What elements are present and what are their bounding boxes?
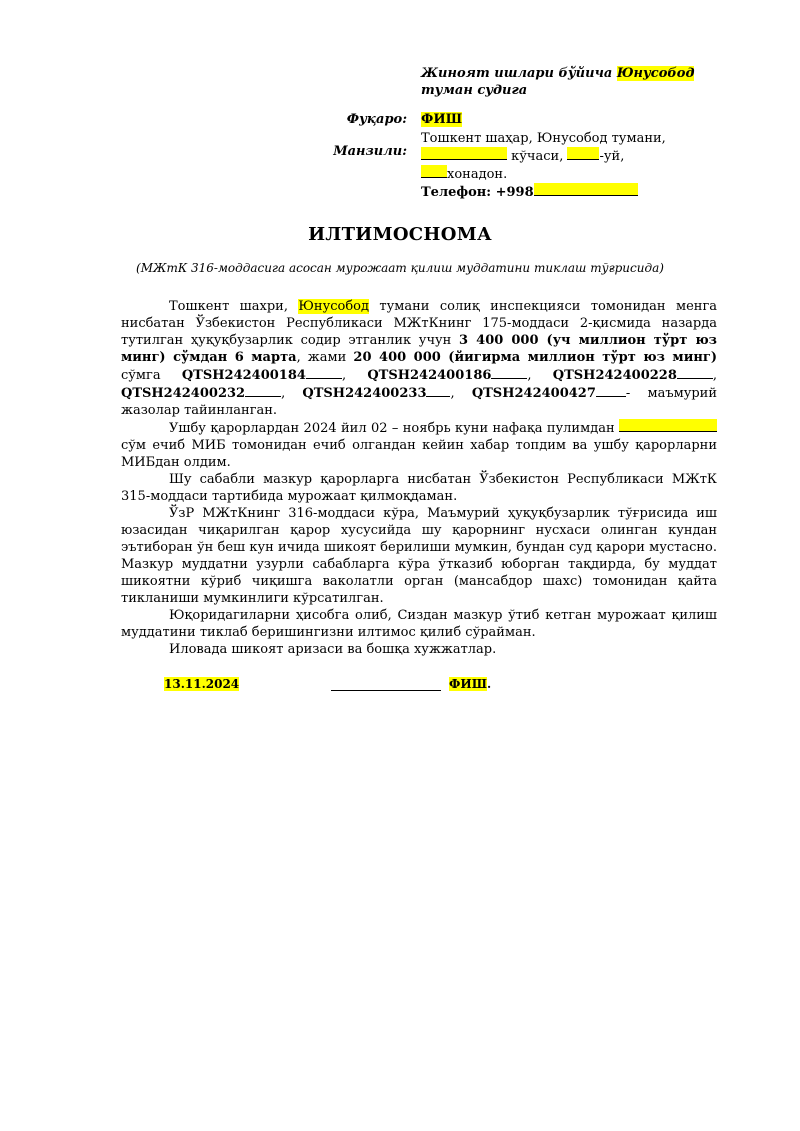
citizen-name-value: ФИШ — [421, 112, 463, 127]
address-line1: Тошкент шаҳар, Юнусобод тумани, — [421, 131, 666, 146]
signature-line — [331, 676, 441, 691]
apartment-blank — [421, 165, 447, 178]
court-district: Юнусобод — [616, 66, 695, 81]
signature-name-suffix: . — [486, 677, 492, 691]
document-body — [121, 298, 717, 658]
phone-label: Телефон: +998 — [421, 185, 534, 200]
code-blank — [491, 366, 527, 379]
p1-district: Юнусобод — [298, 299, 369, 314]
paragraph-5: Юқоридагиларни ҳисобга олиб, Сиздан мазкур ўтиб кетган мурожаат қилиш муддатини тиклаб беришингизни илтимос қилиб сўрайман. — [121, 608, 717, 640]
p1-sum1: 3 400 000 (уч миллион тўрт юз минг) сўмдан 6 марта — [121, 333, 717, 365]
paragraph-1: Тошкент шахри, Юнусобод тумани солиқ инспекцияси томонидан менга нисбатан Ўзбекистон Республикаси МЖтКнинг 175-моддаси 2-қисмида назарда тутилган ҳуқуқбузарлик содир этганлик учун 3 400 000 (уч миллион тўрт юз минг) сўмдан 6 марта, жами 20 400 000 (йигирма миллион тўрт юз минг) сўмга QTSH242400184 , QTSH242400186 , QTSH242400228 , QTSH242400232 , QTSH242400233 , QTSH242400427 - маъмурий жазолар тайинланган. — [121, 299, 718, 418]
document-subtitle: (МЖтК 316-моддасига асосан мурожаат қилиш муддатини тиклаш тўғрисида) — [136, 261, 664, 275]
p1-text-d: сўмга — [121, 368, 182, 383]
paragraph-6: Иловада шикоят аризаси ва бошқа хужжатлар. — [169, 642, 497, 657]
court-suffix: туман судига — [421, 83, 528, 98]
street-blank — [421, 147, 507, 160]
citizen-label: Фуқаро: — [346, 112, 407, 127]
code-blank — [596, 384, 626, 397]
decision-code: QTSH242400186 — [367, 368, 492, 383]
p1-text-b: тумани солиқ инспекцияси томонидан менга нисбатан Ўзбекистон Республикаси МЖтКнинг 175-моддаси 2-қисмида назарда тутилган ҳуқуқбузарлик содир этганлик учун — [121, 299, 718, 348]
p2-text-b: сўм ечиб МИБ томонидан ечиб олгандан кейин хабар топдим ва ушбу қарорларни МИБдан олдим. — [121, 438, 717, 470]
p2-text-a: Ушбу қарорлардан 2024 йил 02 – ноябрь куни нафақа пулимдан — [169, 421, 619, 436]
decision-code: QTSH242400184 — [181, 368, 306, 383]
court-prefix: Жиноят ишлари бўйича — [421, 66, 617, 81]
signature-name — [449, 676, 491, 693]
signature-date — [164, 676, 239, 693]
p1-text-e: - маъмурий жазолар тайинланган. — [121, 386, 718, 418]
citizen-name — [421, 111, 462, 128]
signature-date-value: 13.11.2024 — [164, 677, 240, 691]
code-blank — [426, 384, 450, 397]
p1-text-c: , жами — [296, 350, 354, 365]
amount-blank — [619, 419, 717, 432]
paragraph-4: ЎзР МЖтКнинг 316-моддаси кўра, Маъмурий ҳуқуқбузарлик тўғрисида иш юзасидан чиқарилган қарор хусусийда шу қарорнинг нусхаси олинган кундан эътиборан ўн беш кун ичида шикоят берилиши мумкин, бундан суд қарори мустасно. Мазкур муддатни узурли сабабларга кўра ўтказиб юборган тақдирда, бу муддат шикоятни кўриб чиқишга ваколатли орган (мансабдор шахс) томонидан қайта тикланиши мумкинлиги кўрсатилган. — [121, 506, 717, 606]
decision-code: QTSH242400233 — [302, 386, 427, 401]
code-blank — [306, 366, 342, 379]
document-title: ИЛТИМОСНОМА — [308, 224, 492, 245]
code-blank — [677, 366, 713, 379]
address-block — [421, 130, 721, 201]
signature-name-value: ФИШ — [449, 677, 487, 691]
decision-code: QTSH242400232 — [121, 386, 246, 401]
addressee-block — [421, 65, 721, 99]
phone-blank — [534, 183, 638, 196]
address-street: кўчаси, — [511, 149, 568, 164]
address-apartment: хонадон. — [447, 167, 508, 182]
paragraph-3: Шу сабабли мазкур қарорларга нисбатан Ўзбекистон Республикаси МЖтК 315-моддаси тартибида мурожаат қилмоқдаман. — [121, 472, 717, 504]
address-label: Манзили: — [333, 144, 407, 159]
paragraph-2 — [121, 419, 717, 471]
decision-code: QTSH242400427 — [471, 386, 596, 401]
p1-sum2: 20 400 000 (йигирма миллион тўрт юз минг) — [353, 350, 717, 365]
p1-text-a: Тошкент шахри, — [169, 299, 299, 314]
decision-code: QTSH242400228 — [552, 368, 677, 383]
house-blank — [567, 147, 599, 160]
code-blank — [245, 384, 281, 397]
address-house: -уй, — [599, 149, 625, 164]
